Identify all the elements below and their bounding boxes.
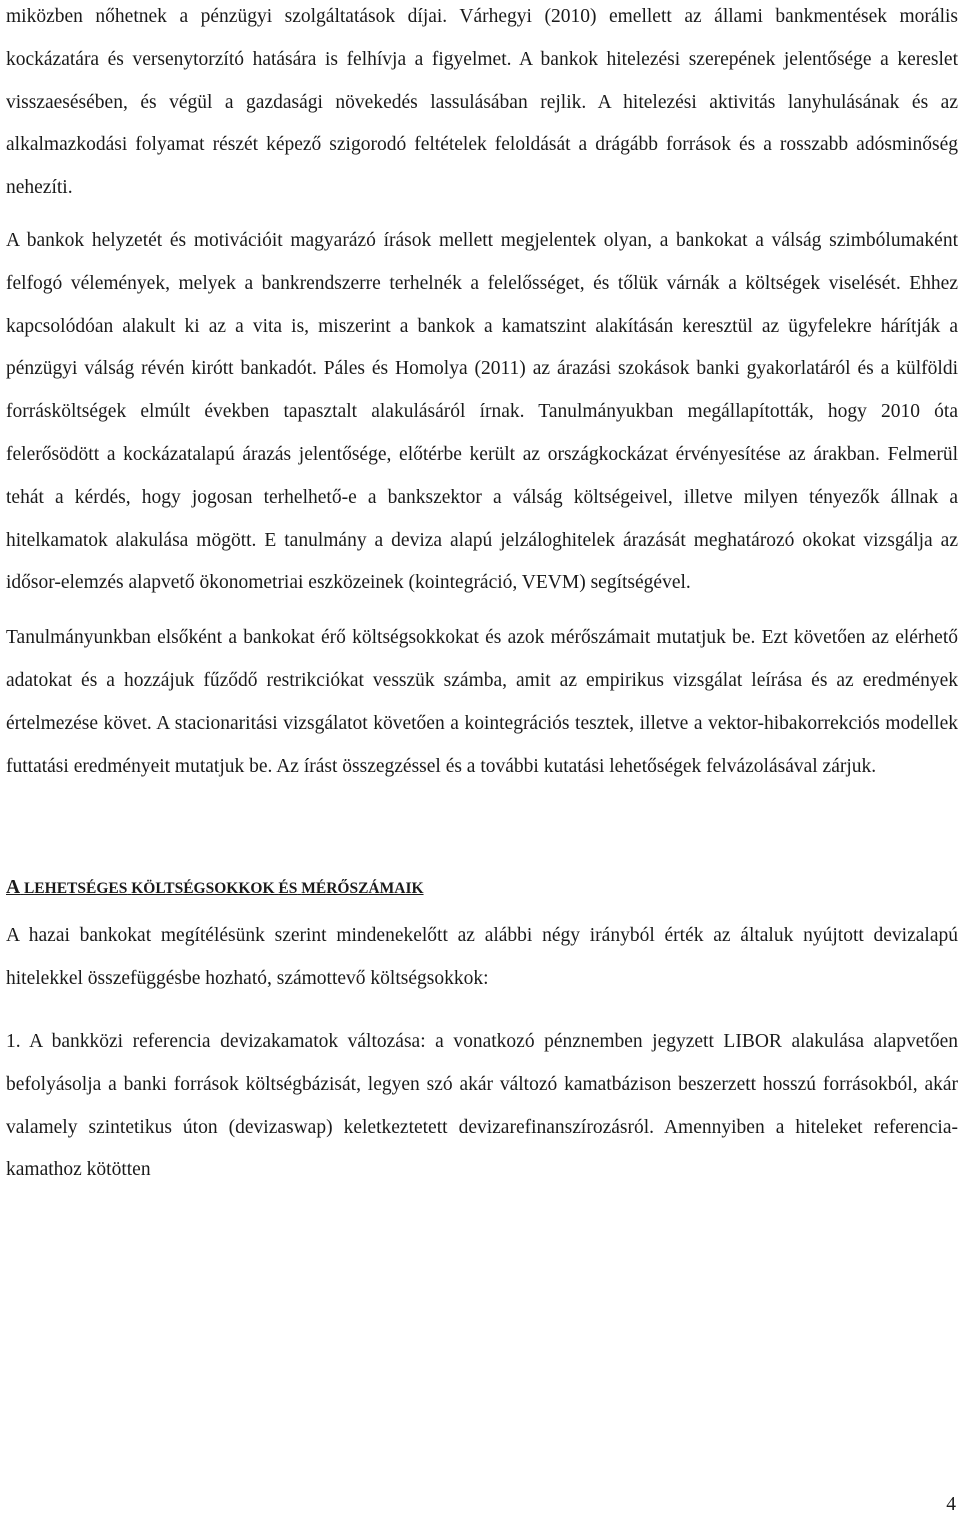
document-page <box>6 0 958 1192</box>
body-paragraph: A bankok helyzetét és motivációit magyarázó írások mellett megjelentek olyan, a bankokat a válság szimbólumaként felfogó vélemények, melyek a bankrendszerre terhelnék a felelősséget, és tőlük várnák a költségek viselését. Ehhez kapcsolódóan alakult ki az a vita is, miszerint a bankok a kamatszint alakításán keresztül az ügyfelekre hárítják a pénzügyi válság révén kirótt bankadót. Páles és Homolya (2011) az árazási szokások banki gyakorlatáról és a külföldi forrásköltségek elmúlt években tapasztalt alakulásáról írnak. Tanulmányukban megállapították, hogy 2010 óta felerősödött a kockázatalapú árazás jelentősége, előtérbe került az országkockázat érvényesítése az árakban. Felmerül tehát a kérdés, hogy jogosan terhelhető-e a bankszektor a válság költségeivel, illetve milyen tényezők állnak a hitelkamatok alakulása mögött. E tanulmány a deviza alapú jelzáloghitelek árazását meghatározó okokat vizsgálja az idősor-elemzés alapvető ökonometriai eszközeinek (kointegráció, VEVM) segítségével. <box>6 229 958 594</box>
section-heading-text <box>6 877 424 899</box>
section-heading <box>6 878 958 899</box>
body-paragraph: Tanulmányunkban elsőként a bankokat érő költségsokkokat és azok mérőszámait mutatjuk be. Ezt követően az elérhető adatokat és a hozzájuk fűződő restrikciókat vesszük számba, amit az empirikus vizsgálat leírása és az eredmények értelmezése követ. A stacionaritási vizsgálatot követően a kointegrációs tesztek, illetve a vektor-hibakorrekciós modellek futtatási eredményeit mutatjuk be. Az írást összegzéssel és a további kutatási lehetőségek felvázolásával zárjuk. <box>6 627 958 777</box>
page-number: 4 <box>946 1494 956 1515</box>
section-heading-part2: MÉRŐSZÁMAIK <box>301 880 424 898</box>
section-intro-paragraph: A hazai bankokat megítélésünk szerint mindenekelőtt az alábbi négy irányból érték az általuk nyújtott devizalapú hitelekkel összefüggésbe hozható, számottevő költségsokkok: <box>6 925 958 990</box>
numbered-list-item: 1. A bankközi referencia devizakamatok változása: a vonatkozó pénznemben jegyzett LIBOR alakulása alapvetően befolyásolja a banki források költségbázisát, legyen szó akár változó kamatbázison beszerzett hosszú forrásokból, akár valamely szintetikus úton (devizaswap) keletkeztetett devizarefinanszírozásról. Amennyiben a hiteleket referencia-kamathoz kötötten <box>6 1030 958 1181</box>
section-heading-part1: A LEHETSÉGES KÖLTSÉGSOKKOK ÉS <box>6 877 298 899</box>
body-paragraph: miközben nőhetnek a pénzügyi szolgáltatások díjai. Várhegyi (2010) emellett az állami bankmentések morális kockázatára és versenytorzító hatására is felhívja a figyelmet. A bankok hitelezési szerepének jelentősége a kereslet visszaesésében, és végül a gazdasági növekedés lassulásában rejlik. A hitelezési aktivitás lanyhulásának és az alkalmazkodási folyamat részét képező szigorodó feltételek feloldását a drágább források és a rosszabb adósminőség nehezíti. <box>6 6 958 199</box>
